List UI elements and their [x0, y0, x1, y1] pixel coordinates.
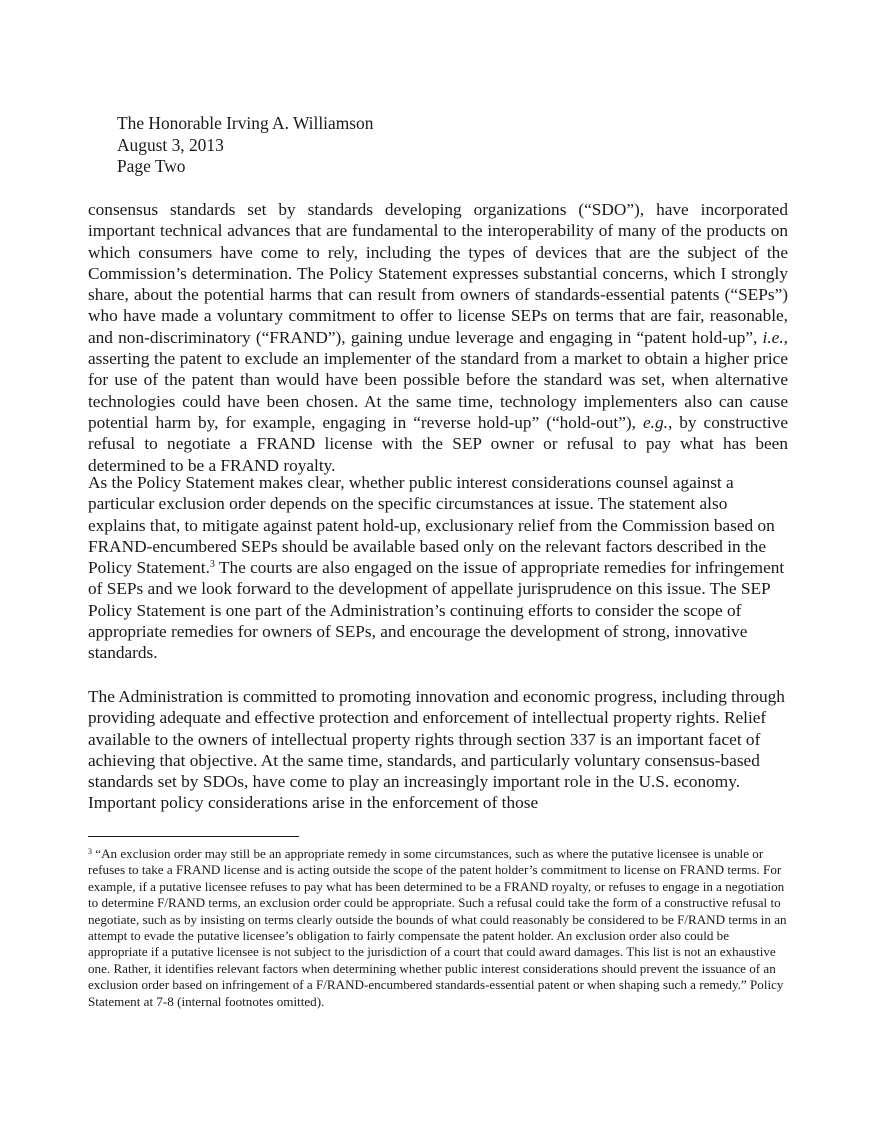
paragraph-2	[88, 472, 788, 664]
paragraph-3-text: The Administration is committed to promoting innovation and economic progress, including through providing adequate and effective protection and enforcement of intellectual property rights. Relief available to the owners of intellectual property rights through section 337 is an important facet of achieving that objective. At the same time, standards, and particularly voluntary consensus-based standards set by SDOs, have come to play an increasingly important role in the U.S. economy. Important policy considerations arise in the enforcement of those	[88, 687, 785, 813]
paragraph-2-text	[88, 472, 788, 664]
paragraph-1	[88, 199, 788, 476]
paragraph-1-ie: i.e.	[762, 327, 784, 347]
addressee-line: The Honorable Irving A. Williamson	[117, 113, 374, 133]
paragraph-1-part-2: , asserting the patent to exclude an implementer of the standard from a market to obtain a higher price for use of the patent than would have been possible before the standard was set, when alternative technologies could have been chosen. At the same time, technology implementers also can cause potential harm by, for example, engaging in “reverse hold-up” (“hold-out”),	[88, 327, 788, 432]
paragraph-1-text	[88, 199, 788, 476]
footnote	[88, 846, 788, 1010]
paragraph-2-part-2: The courts are also engaged on the issue of appropriate remedies for infringement of SEPs and we look forward to the development of appellate jurisprudence on this issue. The SEP Policy Statement is one part of the Administration’s continuing efforts to consider the scope of appropriate remedies for owners of SEPs, and encourage the development of strong, innovative standards.	[88, 558, 785, 663]
footnote-text	[88, 846, 788, 1010]
paragraph-2-part-1: As the Policy Statement makes clear, whether public interest considerations counsel against a particular exclusion order depends on the specific circumstances at issue. The statement also explains that, to mitigate against patent hold-up, exclusionary relief from the Commission based on FRAND-encumbered SEPs should be available based only on the relevant factors described in the Policy Statement.	[88, 473, 775, 578]
paragraph-1-part-1: consensus standards set by standards developing organizations (“SDO”), have incorporated important technical advances that are fundamental to the interoperability of many of the products on which consumers have come to rely, including the types of devices that are the subject of the Commission’s determination. The Policy Statement expresses substantial concerns, which I strongly share, about the potential harms that can result from owners of standards-essential patents (“SEPs”) who have made a voluntary commitment to offer to license SEPs on terms that are fair, reasonable, and non-discriminatory (“FRAND”), gaining undue leverage and engaging in “patent hold-up”,	[88, 200, 788, 347]
footnote-number: 3	[88, 847, 92, 856]
footnote-reference[interactable]: 3	[209, 559, 215, 571]
paragraph-1-eg: e.g.	[642, 412, 668, 432]
footnote-divider	[88, 836, 299, 837]
paragraph-1-part-3: , by constructive refusal to negotiate a FRAND license with the SEP owner or refusal to pay what has been determined to be a FRAND royalty.	[88, 412, 788, 475]
letter-header	[117, 113, 373, 178]
page-number-line: Page Two	[117, 156, 186, 176]
footnote-body: “An exclusion order may still be an appropriate remedy in some circumstances, such as where the putative licensee is unable or refuses to take a FRAND license and is acting outside the scope of the patent holder’s commitment to license on FRAND terms. For example, if a putative licensee refuses to pay what has been determined to be a FRAND royalty, or refuses to engage in a negotiation to determine F/RAND terms, an exclusion order could be appropriate. Such a refusal could take the form of a constructive refusal to negotiate, such as by insisting on terms clearly outside the bounds of what could reasonably be considered to be F/RAND terms in an attempt to evade the putative licensee’s obligation to fairly compensate the patent holder. An exclusion order also could be appropriate if a putative licensee is not subject to the jurisdiction of a court that could award damages. This list is not an exhaustive one. Rather, it identifies relevant factors when determining whether public interest considerations should prevent the issuance of an exclusion order based on infringement of a F/RAND-encumbered standards-essential patent or when shaping such a remedy.” Policy Statement at 7-8 (internal footnotes omitted).	[88, 846, 787, 1009]
date-line: August 3, 2013	[117, 134, 224, 155]
paragraph-3	[88, 686, 788, 814]
